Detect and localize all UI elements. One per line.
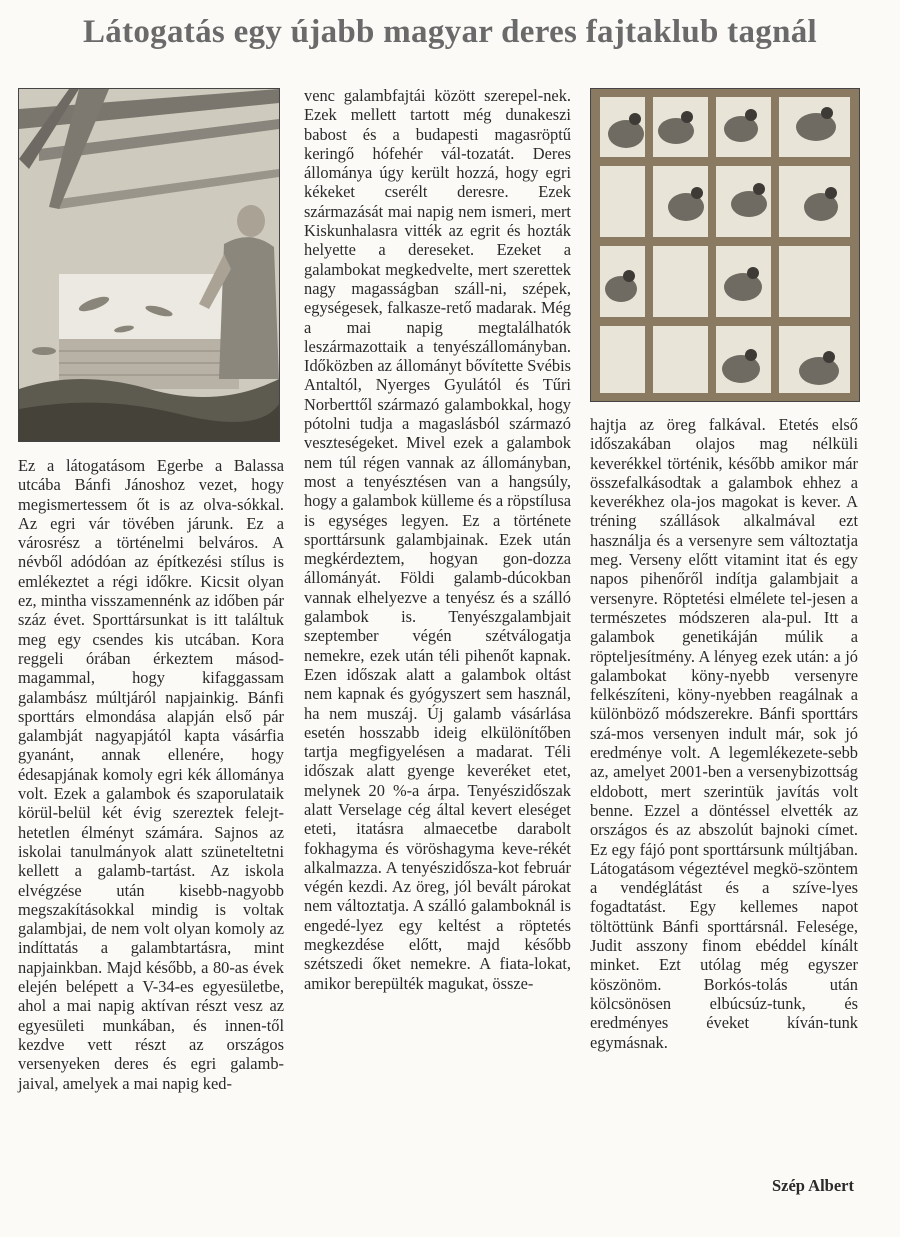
photo-pigeons-in-loft-compartments: [590, 88, 860, 402]
column-2-text: venc galambfajtái között szerepel-nek. Ezek mellett tartott még dunakeszi babost és a budapesti magasröptű keringő hófehér vál-tozatát. Deres állománya úgy került hozzá, hogy egri kékeket cserélt deresre. Ezek származását mai napig nem ismeri, mert Kiskunhalasra vitték az egrit és hozták helyette a dereseket. Ezeket a galambokat megkedvelte, mert szerettek nagy magasságban száll-ni, szépek, egységesek, falkasze-rető madarak. Még a mai napig megtalálhatók leszármazottaik a tenyészállományban. Időközben az állományt bővítette Svébis Antaltól, Nyerges Gyulától és Tűri Norberttől származó galambokkal, hogy pótolni tudja a magaslásból származó veszteségeket. Mivel ezek a galambok nem túl régen vannak az állományban, most a tenyésztésen van a hangsúly, hogy a galambok külleme és a röpstílusa is egységes legyen. Ez a története sporttársunk galambjainak. Ezek után megkérdeztem, hogyan gon-dozza állományát. Földi galamb-dúcokban vannak elhelyezve a tenyész és a szálló galambok is. Tenyészgalambjait szeptember végén szétválogatja nemekre, ezek után téli pihenőt kapnak. Ezen időszak alatt a galambok oltást nem kapnak és gyógyszert sem használ, ha nem muszáj. Új galamb vásárlása esetén hosszabb ideig elkülönítőben tartja megfigyelésen a madarat. Téli időszak alatt gyenge keveréket etet, melynek 20 %-a árpa. Tenyészidőszak alatt Verselage cég által kevert eleséget eteti, itatásra almaecetbe darabolt fokhagyma és vöröshagyma keve-rékét alkalmazza. A tenyészidősza-kot február végén kezdi. Az öreg, jól bevált párokat nem változtatja. A szálló galamboknál is engedé-lyez egy keltést a röptetés megkezdése előtt, majd később szétszedi őket nemekre. A fiata-lokat, amikor berepülték magukat, össze-: [304, 86, 571, 993]
column-1-text: Ez a látogatásom Egerbe a Balassa utcába Bánfi Jánoshoz vezet, hogy megismertessem őt is az olva-sókkal. Az egri vár tövében járunk. Ez a városrész a történelmi belváros. A névből adódóan az építkezési stílus is emlékeztet a régi időkre. Kicsit olyan ez, mintha visszamennénk az időben pár száz évet. Sporttársunkat is itt találtuk meg egy csendes kis utcában. Kora reggeli órában érkeztem másod-magammal, hogy kifaggassam galambász múltjáról napjainkig. Bánfi sporttárs elmondása alapján első pár galambját nagyapjától kapta vásárfia gyanánt, annak ellenére, hogy édesapjának komoly egri kék állománya volt. Ezek a galambok és szaporulataik körül-belül két évig szereztek felejt-hetetlen élményt számára. Sajnos az iskolai tanulmányok alatt szüneteltetni kellett a galamb-tartást. Az iskola elvégzése után kisebb-nagyobb megszakításokkal mindig is voltak galambjai, de nem volt olyan komoly az indíttatás a galambtartásra, mint napjainkban. Majd később, a 80-as évek elején belépett a V-34-es egyesületbe, ahol a mai napig aktívan részt vesz az egyesületi munkában, és innen-től kezdve vett részt az országos versenyeken deres és egri galamb-jaival, amelyek a mai napig ked-: [18, 456, 284, 1093]
article-title: Látogatás egy újabb magyar deres fajtaklub tagnál: [82, 14, 817, 50]
article-column-2: [304, 86, 571, 993]
author-signature: Szép Albert: [771, 1176, 854, 1195]
article-column-1: [18, 456, 284, 1093]
column-3-text: hajtja az öreg falkával. Etetés első időszakában olajos mag nélküli keverékkel történik, később amikor már összefalkásodtak a galambok ehhez a keverékhez ola-jos magokat is kever. A tréning szállások alkalmával ezt használja és a versenyre sem változtatja meg. Verseny előtt vitamint itat és egy napos pihenőről indítja galambjait a versenyre. Röptetési elmélete tel-jesen a természetes módszeren ala-pul. Itt a galambok genetikáján múlik a röpteljesítmény. A lényeg ezek után: a jó galambokat köny-nyebb versenyre felkészíteni, köny-nyebben reagálnak a különböző módszerekre. Bánfi sporttárs szá-mos versenyen indult már, sok jó eredménye volt. A legemlékezete-sebb az, amelyet 2001-ben a versenybizottság eldobott, mert szerintük javítás volt benne. Ezzel a döntéssel elvették az országos és az abszolút bajnoki címet. Ez egy fájó pont sporttársunk múltjában. Látogatásom végeztével megkö-szöntem a vendéglátást és a szíve-lyes fogadtatást. Egy kellemes napot töltöttünk Bánfi sporttársnál. Felesége, Judit asszony finom ebéddel kínált minket. Ezt utólag még egyszer köszönöm. Borkós-tolás után kölcsönösen elbúcsúz-tunk, és eredményes éveket kíván-tunk egymásnak.: [590, 415, 858, 1052]
photo-man-releasing-pigeons: [18, 88, 280, 442]
article-column-3: [590, 415, 858, 1052]
